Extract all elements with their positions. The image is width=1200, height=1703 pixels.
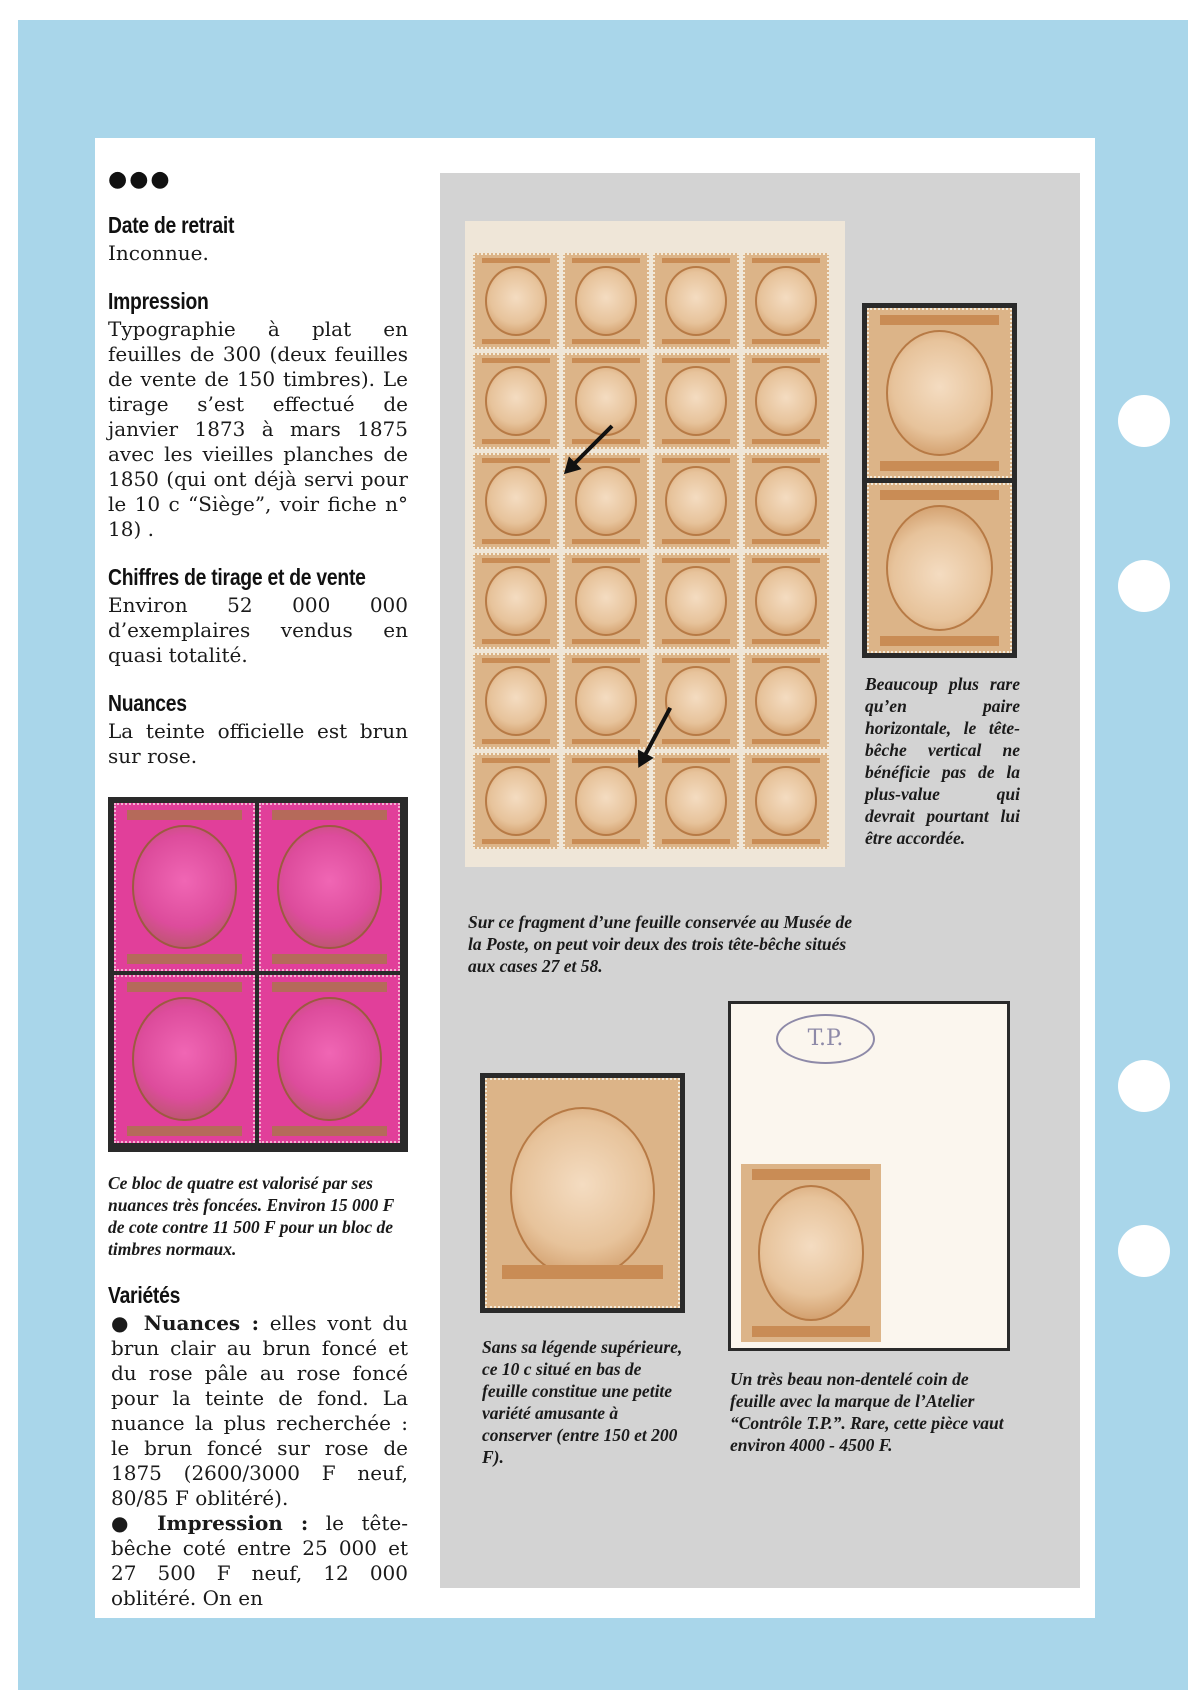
section-body-nuances: La teinte officielle est brun sur rose.	[108, 719, 408, 768]
stamp	[653, 453, 739, 549]
stamp	[473, 453, 559, 549]
stamp-inverted	[867, 483, 1012, 653]
vertical-pair-image	[862, 303, 1017, 658]
stamp	[743, 253, 829, 349]
stamp	[473, 353, 559, 449]
controle-tp-stamp-mark: T.P.	[776, 1014, 875, 1064]
stamp	[563, 653, 649, 749]
stamp	[473, 653, 559, 749]
stamp	[473, 753, 559, 849]
binder-hole	[1118, 1060, 1170, 1112]
section-heading-retrait: Date de retrait	[108, 212, 235, 238]
stamp	[743, 453, 829, 549]
stamp	[653, 553, 739, 649]
caption-no-legend: Sans sa légende supérieure, ce 10 c situé en bas de feuille constitue une petite variété amusante à conserver (entre 150 et 200 F).	[482, 1337, 683, 1467]
section-body-retrait: Inconnue.	[108, 241, 209, 265]
section-heading-nuances: Nuances	[108, 690, 187, 716]
caption-imperf-corner: Un très beau non-dentelé coin de feuille avec la marque de l’Atelier “Contrôle T.P.”. Rare, cette pièce vaut environ 4000 - 4500 F.	[730, 1369, 1004, 1455]
catalog-sheet	[95, 138, 1095, 1618]
stamp	[473, 553, 559, 649]
stamp	[653, 353, 739, 449]
stamp	[653, 653, 739, 749]
stamp	[743, 553, 829, 649]
stamp	[653, 753, 739, 849]
section-heading-impression: Impression	[108, 288, 209, 314]
stamp	[114, 803, 255, 971]
bullet-dots: ●●●	[108, 167, 172, 192]
stamp	[743, 653, 829, 749]
no-legend-stamp-image	[480, 1073, 685, 1313]
variete-text: le tête-bêche coté entre 25 000 et 27 500 F neuf, 12 000 oblitéré. On en	[111, 1511, 408, 1610]
binder-hole	[1118, 560, 1170, 612]
variete-item-impression: ● Impression : le tête-bêche coté entre 25 000 et 27 500 F neuf, 12 000 oblitéré. On en	[111, 1511, 408, 1610]
text-column	[108, 168, 408, 1611]
stamp	[653, 253, 739, 349]
stamp	[259, 975, 400, 1143]
stamp	[114, 975, 255, 1143]
stamp	[485, 1078, 680, 1308]
variete-item-nuances: ● Nuances : elles vont du brun clair au brun foncé et du rose pâle au rose foncé pour la teinte de fond. La nuance la plus recherchée : le brun foncé sur rose de 1875 (2600/3000 F neuf, 80/85 F oblitéré).	[111, 1311, 408, 1510]
stamp	[867, 308, 1012, 478]
illustration-panel	[440, 173, 1080, 1588]
stamp	[741, 1164, 881, 1342]
caption-sheet-fragment: Sur ce fragment d’une feuille conservée au Musée de la Poste, on peut voir deux des trois tête-bêche situés aux cases 27 et 58.	[468, 912, 852, 976]
stamp	[743, 753, 829, 849]
caption-block-of-four: Ce bloc de quatre est valorisé par ses nuances très foncées. Environ 15 000 F de cote contre 11 500 F pour un bloc de timbres normaux.	[108, 1173, 395, 1259]
block-of-four-image	[108, 797, 408, 1152]
stamp	[563, 253, 649, 349]
variete-label: Nuances :	[143, 1311, 259, 1335]
section-body-impression: Typographie à plat en feuilles de 300 (deux feuilles de vente de 150 timbres). Le tirage s’est effectué de janvier 1873 à mars 1875 avec les vieilles planches de 1850 (qui ont déjà servi pour le 10 c “Siège”, voir fiche n° 18) .	[108, 317, 408, 541]
stamp	[563, 553, 649, 649]
sheet-fragment-image	[465, 221, 845, 867]
imperf-corner-image	[728, 1001, 1010, 1351]
binder-hole	[1118, 395, 1170, 447]
binder-hole	[1118, 1225, 1170, 1277]
stamp	[563, 753, 649, 849]
variete-label: Impression :	[157, 1511, 309, 1535]
stamp	[473, 253, 559, 349]
caption-vertical-pair: Beaucoup plus rare qu’en paire horizontale, le tête-bêche vertical ne bénéficie pas de la plus-value qui devrait pourtant lui être accordée.	[865, 674, 1020, 848]
section-body-tirage: Environ 52 000 000 d’exemplaires vendus en quasi totalité.	[108, 593, 408, 667]
section-heading-tirage: Chiffres de tirage et de vente	[108, 564, 366, 590]
stamp	[743, 353, 829, 449]
stamp	[259, 803, 400, 971]
variete-text: elles vont du brun clair au brun foncé et du rose pâle au rose foncé pour la teinte de fond. La nuance la plus recherchée : le brun foncé sur rose de 1875 (2600/3000 F neuf, 80/85 F oblitéré).	[111, 1311, 408, 1510]
section-heading-varietes: Variétés	[108, 1282, 181, 1308]
